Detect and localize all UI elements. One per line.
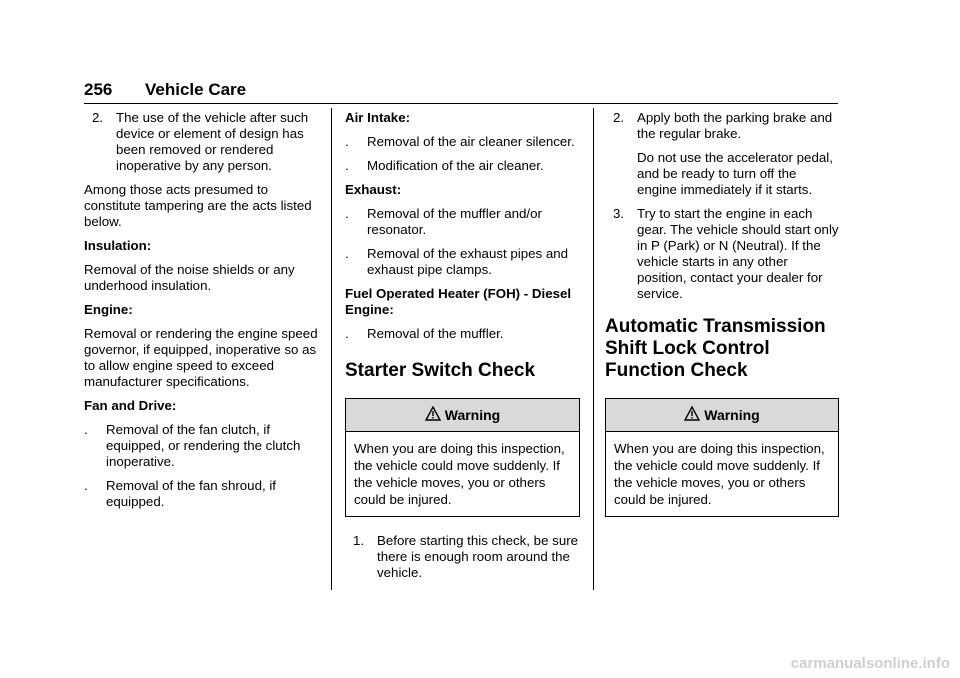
list-item — [84, 478, 322, 510]
engine-heading: Engine: — [84, 302, 133, 317]
foh-heading: Fuel Operated Heater (FOH) - Diesel Engine: — [345, 286, 572, 317]
shift-lock-heading: Automatic Transmission Shift Lock Control Function Check — [605, 316, 826, 381]
bullet-icon: . — [345, 206, 349, 221]
item-number: 3. — [613, 206, 625, 221]
section-title: Vehicle Care — [145, 80, 247, 99]
list-item — [345, 206, 580, 238]
item-text: Try to start the engine in each gear. The vehicle should start only in P (Park) or N (Neutral). If the vehicle starts in any other position, contact your dealer for service. — [637, 206, 839, 301]
bullet-icon: . — [345, 326, 349, 341]
numbered-item-1 — [345, 533, 580, 581]
bullet-text: Removal of the fan shroud, if equipped. — [106, 478, 276, 509]
item-text: The use of the vehicle after such device or element of design has been removed or rendered inoperative by any person. — [116, 110, 309, 173]
warning-text: When you are doing this inspection, the vehicle could move suddenly. If the vehicle moves, you or others could be injured. — [614, 441, 825, 507]
insulation-text: Removal of the noise shields or any underhood insulation. — [84, 262, 295, 293]
bullet-text: Removal of the air cleaner silencer. — [367, 134, 575, 149]
numbered-item-2 — [605, 110, 839, 142]
column-2 — [345, 110, 580, 589]
bullet-text: Removal of the fan clutch, if equipped, or rendering the clutch inoperative. — [106, 422, 301, 469]
bullet-text: Removal of the exhaust pipes and exhaust pipe clamps. — [367, 246, 569, 277]
page-number: 256 — [84, 80, 113, 99]
warning-triangle-icon — [425, 406, 441, 425]
bullet-icon: . — [345, 246, 349, 261]
numbered-item-3 — [605, 206, 839, 302]
exhaust-heading: Exhaust: — [345, 182, 402, 197]
column-3 — [605, 110, 839, 517]
column-1 — [84, 110, 322, 518]
list-item — [345, 326, 580, 342]
bullet-text: Modification of the air cleaner. — [367, 158, 544, 173]
item-text: Before starting this check, be sure there is enough room around the vehicle. — [377, 533, 579, 580]
warning-box — [605, 398, 839, 517]
warning-box — [345, 398, 580, 517]
insulation-heading: Insulation: — [84, 238, 152, 253]
warning-header — [606, 399, 838, 432]
bullet-icon: . — [84, 478, 88, 493]
fan-heading: Fan and Drive: — [84, 398, 177, 413]
starter-switch-heading: Starter Switch Check — [345, 360, 536, 381]
item-number: 1. — [353, 533, 365, 548]
numbered-item-2 — [84, 110, 322, 174]
air-intake-heading: Air Intake: — [345, 110, 411, 125]
item-number: 2. — [92, 110, 104, 125]
warning-triangle-icon — [684, 406, 700, 425]
watermark: carmanualsonline.info — [790, 655, 950, 672]
list-item — [345, 246, 580, 278]
warning-header — [346, 399, 579, 432]
bullet-icon: . — [345, 134, 349, 149]
list-item — [345, 134, 580, 150]
step-note: Do not use the accelerator pedal, and be ready to turn off the engine immediately if it starts. — [637, 150, 833, 197]
engine-text: Removal or rendering the engine speed governor, if equipped, inoperative so as to allow engine speed to exceed manufacturer specifications. — [84, 326, 318, 389]
warning-text: When you are doing this inspection, the vehicle could move suddenly. If the vehicle moves, you or others could be injured. — [354, 441, 565, 507]
warning-title: Warning — [704, 407, 760, 423]
item-number: 2. — [613, 110, 625, 125]
column-divider-1 — [331, 108, 332, 590]
bullet-text: Removal of the muffler. — [367, 326, 504, 341]
list-item — [84, 422, 322, 470]
bullet-text: Removal of the muffler and/or resonator. — [367, 206, 542, 237]
warning-title: Warning — [444, 407, 501, 423]
item-text: Apply both the parking brake and the regular brake. — [637, 110, 833, 141]
header-rule — [84, 103, 838, 104]
bullet-icon: . — [84, 422, 88, 437]
list-item — [345, 158, 580, 174]
tampering-intro: Among those acts presumed to constitute tampering are the acts listed below. — [84, 182, 312, 229]
bullet-icon: . — [345, 158, 349, 173]
column-divider-2 — [593, 108, 594, 590]
